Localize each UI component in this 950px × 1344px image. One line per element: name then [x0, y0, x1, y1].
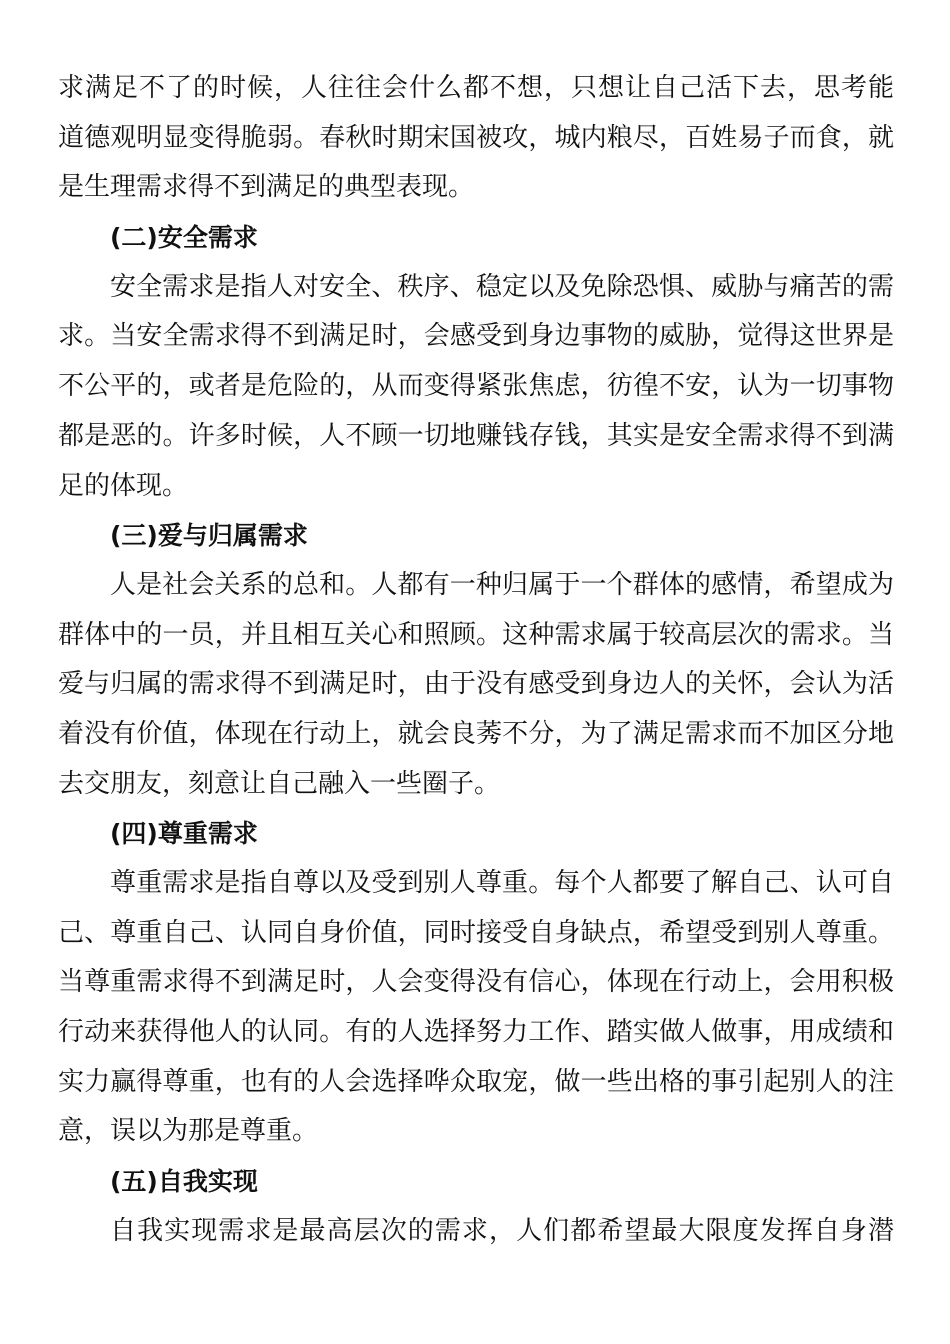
document-page: [58, 64, 894, 1257]
paragraph-safety: [58, 263, 894, 511]
section-heading-esteem: (四)尊重需求: [110, 819, 258, 849]
section-heading-belonging: (三)爱与归属需求: [110, 521, 308, 551]
text-line: 求满足不了的时候，人往往会什么都不想，只想让自己活下去，思考能: [58, 73, 894, 103]
text-line: 安全需求是指人对安全、秩序、稳定以及免除恐惧、威胁与痛苦的需: [110, 271, 894, 302]
text-line: 当尊重需求得不到满足时，人会变得没有信心，体现在行动上，会用积极: [58, 967, 894, 998]
text-line: 去交朋友，刻意让自己融入一些圈子。: [58, 768, 501, 799]
text-line: 足的体现。: [58, 470, 189, 501]
text-line: 爱与归属的需求得不到满足时，由于没有感受到身边人的关怀，会认为活: [58, 669, 894, 700]
paragraph-continuation: [58, 64, 894, 213]
text-line: 群体中的一员，并且相互关心和照顾。这种需求属于较高层次的需求。当: [58, 619, 894, 650]
text-line: 实力赢得尊重，也有的人会选择哗众取宠，做一些出格的事引起别人的注: [58, 1066, 894, 1097]
paragraph-esteem: [58, 859, 894, 1157]
text-line: 都是恶的。许多时候，人不顾一切地赚钱存钱，其实是安全需求得不到满: [58, 420, 894, 451]
text-line: 道德观明显变得脆弱。春秋时期宋国被攻，城内粮尽，百姓易子而食，就: [58, 122, 894, 153]
section-heading-self-actualization: (五)自我实现: [110, 1167, 258, 1197]
section-heading-safety: (二)安全需求: [110, 223, 258, 253]
text-line: 自我实现需求是最高层次的需求，人们都希望最大限度发挥自身潜: [110, 1215, 894, 1246]
text-line: 不公平的，或者是危险的，从而变得紧张焦虑，彷徨不安，认为一切事物: [58, 371, 894, 402]
text-line: 是生理需求得不到满足的典型表现。: [58, 172, 475, 203]
text-line: 意，误以为那是尊重。: [58, 1116, 319, 1147]
paragraph-belonging: [58, 561, 894, 809]
text-line: 己、尊重自己、认同自身价值，同时接受自身缺点，希望受到别人尊重。: [58, 917, 894, 948]
text-line: 着没有价值，体现在行动上，就会良莠不分，为了满足需求而不加区分地: [58, 718, 894, 749]
text-line: 人是社会关系的总和。人都有一种归属于一个群体的感情，希望成为: [110, 569, 894, 600]
text-line: 尊重需求是指自尊以及受到别人尊重。每个人都要了解自己、认可自: [110, 868, 894, 898]
paragraph-self-actualization: [58, 1207, 894, 1257]
text-line: 行动来获得他人的认同。有的人选择努力工作、踏实做人做事，用成绩和: [58, 1017, 894, 1048]
text-line: 求。当安全需求得不到满足时，会感受到身边事物的威胁，觉得这世界是: [58, 321, 894, 352]
